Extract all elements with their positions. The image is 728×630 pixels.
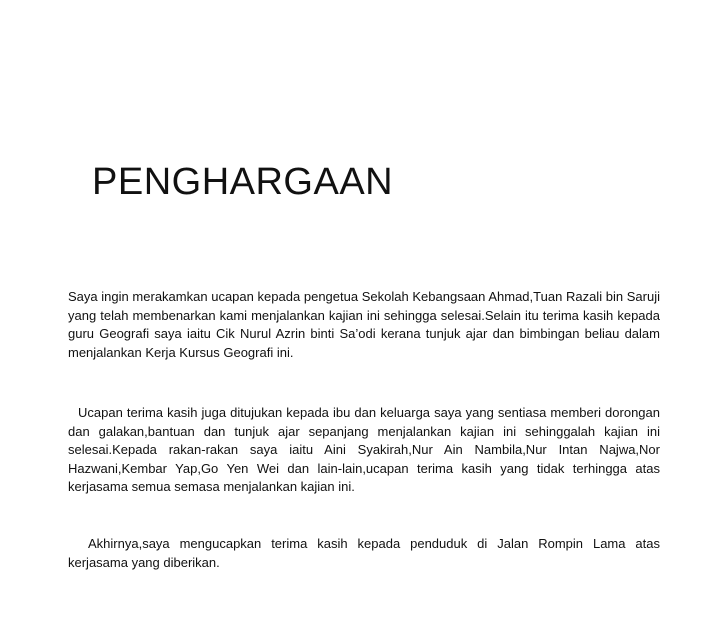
page-title: PENGHARGAAN: [92, 161, 394, 203]
paragraph-residents-thanks: Akhirnya,saya mengucapkan terima kasih kepada penduduk di Jalan Rompin Lama atas kerjasama yang diberikan.: [68, 536, 660, 570]
paragraph-principal-teacher-thanks: Saya ingin merakamkan ucapan kepada pengetua Sekolah Kebangsaan Ahmad,Tuan Razali bin Saruji yang telah membenarkan kami menjalankan kajian ini sehingga selesai.Selain itu terima kasih kepada guru Geografi saya iaitu Cik Nurul Azrin binti Sa’odi kerana tunjuk ajar dan bimbingan beliau dalam menjalankan Kerja Kursus Geografi ini.: [68, 289, 660, 360]
paragraph-family-friends-thanks: Ucapan terima kasih juga ditujukan kepada ibu dan keluarga saya yang sentiasa memberi dorongan dan galakan,bantuan dan tunjuk ajar sepanjang menjalankan kajian ini sehinggalah kajian ini selesai.Kepada rakan-rakan saya iaitu Aini Syakirah,Nur Ain Nambila,Nur Intan Najwa,Nor Hazwani,Kembar Yap,Go Yen Wei dan lain-lain,ucapan terima kasih yang tidak terhingga atas kerjasama semua semasa menjalankan kajian ini.: [68, 405, 660, 494]
